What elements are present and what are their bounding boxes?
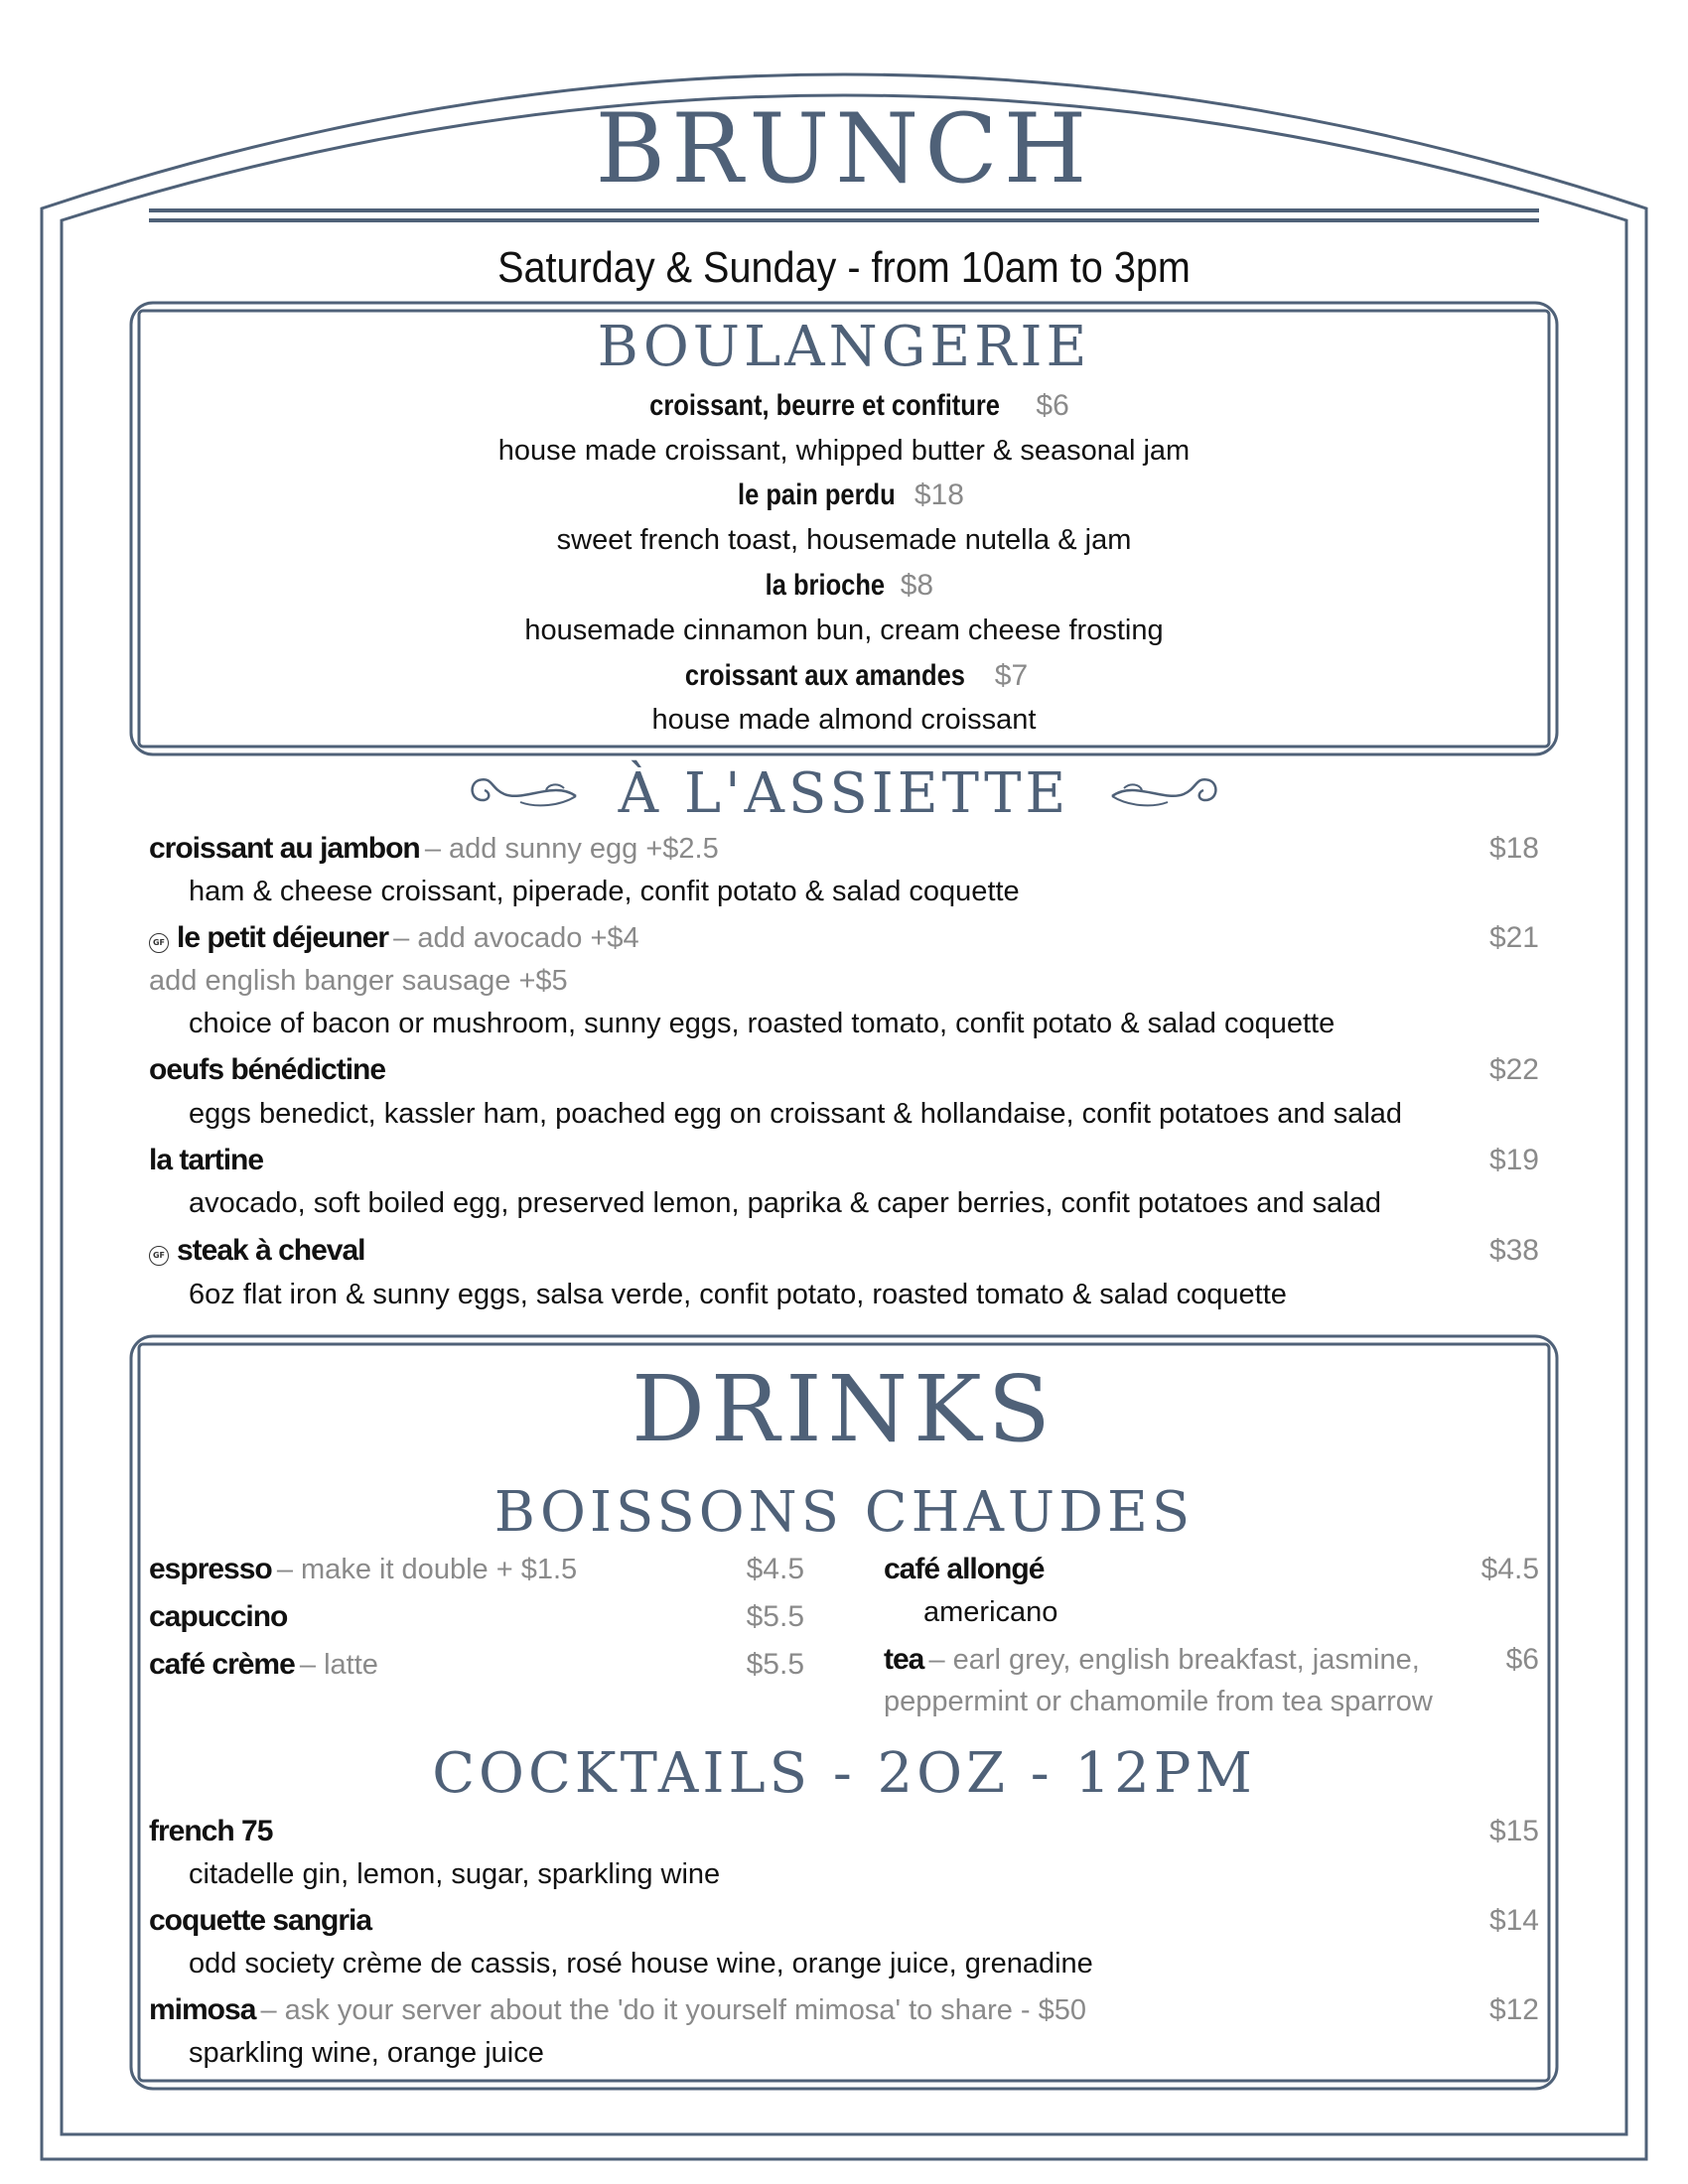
cocktail-item	[149, 1993, 1539, 2033]
hot-drink-item	[149, 1648, 804, 1688]
flourish-right-icon	[1104, 772, 1223, 816]
item-name: capuccino	[149, 1600, 288, 1633]
item-name: le pain perdu	[738, 478, 896, 511]
item-name: café allongé	[884, 1553, 1045, 1585]
item-price: $7	[994, 659, 1029, 692]
item-desc: eggs benedict, kassler ham, poached egg on croissant & hollandaise, confit potatoes and salad	[189, 1098, 1403, 1130]
hot-drink-item	[149, 1600, 804, 1640]
item-desc: avocado, soft boiled egg, preserved lemon, paprika & caper berries, confit potatoes and salad	[189, 1187, 1382, 1219]
item-note: – add avocado +$4	[393, 922, 639, 954]
item-price: $6	[1505, 1643, 1539, 1676]
item-name: espresso	[149, 1553, 272, 1585]
page-title: BRUNCH	[595, 93, 1093, 205]
boulangerie-item	[0, 659, 1688, 693]
item-note: – make it double + $1.5	[276, 1554, 578, 1585]
item-price: $22	[1488, 1053, 1539, 1086]
drinks-title: DRINKS	[632, 1356, 1056, 1462]
item-price: $5.5	[746, 1600, 804, 1633]
boulangerie-item	[0, 389, 1688, 423]
item-price: $19	[1488, 1144, 1539, 1176]
item-note: – add sunny egg +$2.5	[424, 833, 719, 865]
item-price: $15	[1488, 1815, 1539, 1847]
item-desc: americano	[923, 1596, 1058, 1628]
item-note-2: peppermint or chamomile from tea sparrow	[884, 1686, 1433, 1717]
assiette-item	[149, 921, 1539, 961]
item-price: $5.5	[746, 1648, 804, 1681]
hot-drink-item	[149, 1553, 804, 1592]
item-price: $4.5	[746, 1553, 804, 1585]
assiette-item	[149, 1053, 1539, 1093]
item-name: la tartine	[149, 1144, 264, 1176]
gluten-free-icon: GF	[149, 933, 169, 953]
item-note: – latte	[299, 1649, 378, 1681]
assiette-item	[149, 832, 1539, 872]
item-price: $18	[914, 478, 964, 511]
item-name: steak à cheval	[177, 1234, 365, 1267]
item-name: oeufs bénédictine	[149, 1053, 386, 1086]
hours-text: Saturday & Sunday - from 10am to 3pm	[497, 243, 1191, 292]
item-desc: odd society crème de cassis, rosé house wine, orange juice, grenadine	[189, 1948, 1093, 1979]
item-price: $38	[1488, 1234, 1539, 1267]
item-note-2: add english banger sausage +$5	[149, 965, 568, 997]
assiette-item	[149, 1234, 1539, 1274]
assiette-item	[149, 1144, 1539, 1183]
item-desc: sparkling wine, orange juice	[189, 2037, 544, 2069]
item-note: – earl grey, english breakfast, jasmine,	[928, 1644, 1420, 1676]
item-price: $8	[900, 569, 934, 602]
item-note: – ask your server about the 'do it yourself mimosa' to share - $50	[260, 1994, 1087, 2026]
cocktails-title: COCKTAILS - 2OZ - 12PM	[432, 1741, 1256, 1806]
item-price: $21	[1488, 921, 1539, 954]
gluten-free-icon: GF	[149, 1246, 169, 1266]
item-name: mimosa	[149, 1993, 256, 2026]
item-price: $14	[1488, 1904, 1539, 1937]
item-desc: housemade cinnamon bun, cream cheese frosting	[524, 614, 1164, 646]
item-desc: house made almond croissant	[651, 704, 1037, 736]
item-desc: citadelle gin, lemon, sugar, sparkling wine	[189, 1858, 721, 1890]
item-name: croissant, beurre et confiture	[649, 389, 1001, 422]
item-name: la brioche	[765, 569, 885, 602]
hot-drink-item	[884, 1643, 1539, 1683]
item-name: croissant au jambon	[149, 832, 420, 865]
item-price: $6	[1036, 389, 1069, 422]
item-name: tea	[884, 1643, 924, 1676]
item-name: le petit déjeuner	[177, 921, 389, 954]
item-desc: sweet french toast, housemade nutella & jam	[556, 524, 1132, 556]
item-desc: house made croissant, whipped butter & seasonal jam	[497, 435, 1191, 467]
item-name: café crème	[149, 1648, 295, 1681]
item-desc: choice of bacon or mushroom, sunny eggs, roasted tomato, confit potato & salad coquette	[189, 1008, 1336, 1039]
hot-drink-item	[884, 1553, 1539, 1592]
cocktail-item	[149, 1904, 1539, 1944]
item-price: $18	[1488, 832, 1539, 865]
hot-drinks-title: BOISSONS CHAUDES	[493, 1480, 1195, 1545]
boulangerie-title: BOULANGERIE	[597, 315, 1091, 379]
boulangerie-item	[0, 478, 1688, 512]
item-desc: ham & cheese croissant, piperade, confit potato & salad coquette	[189, 876, 1020, 907]
cocktail-item	[149, 1815, 1539, 1854]
item-desc: 6oz flat iron & sunny eggs, salsa verde, confit potato, roasted tomato & salad coquette	[189, 1279, 1287, 1310]
boulangerie-item	[0, 569, 1688, 603]
item-name: french 75	[149, 1815, 273, 1847]
item-name: croissant aux amandes	[684, 659, 965, 692]
item-price: $12	[1488, 1993, 1539, 2026]
assiette-title: À L'ASSIETTE	[618, 761, 1070, 826]
item-name: coquette sangria	[149, 1904, 372, 1937]
item-price: $4.5	[1480, 1553, 1539, 1585]
